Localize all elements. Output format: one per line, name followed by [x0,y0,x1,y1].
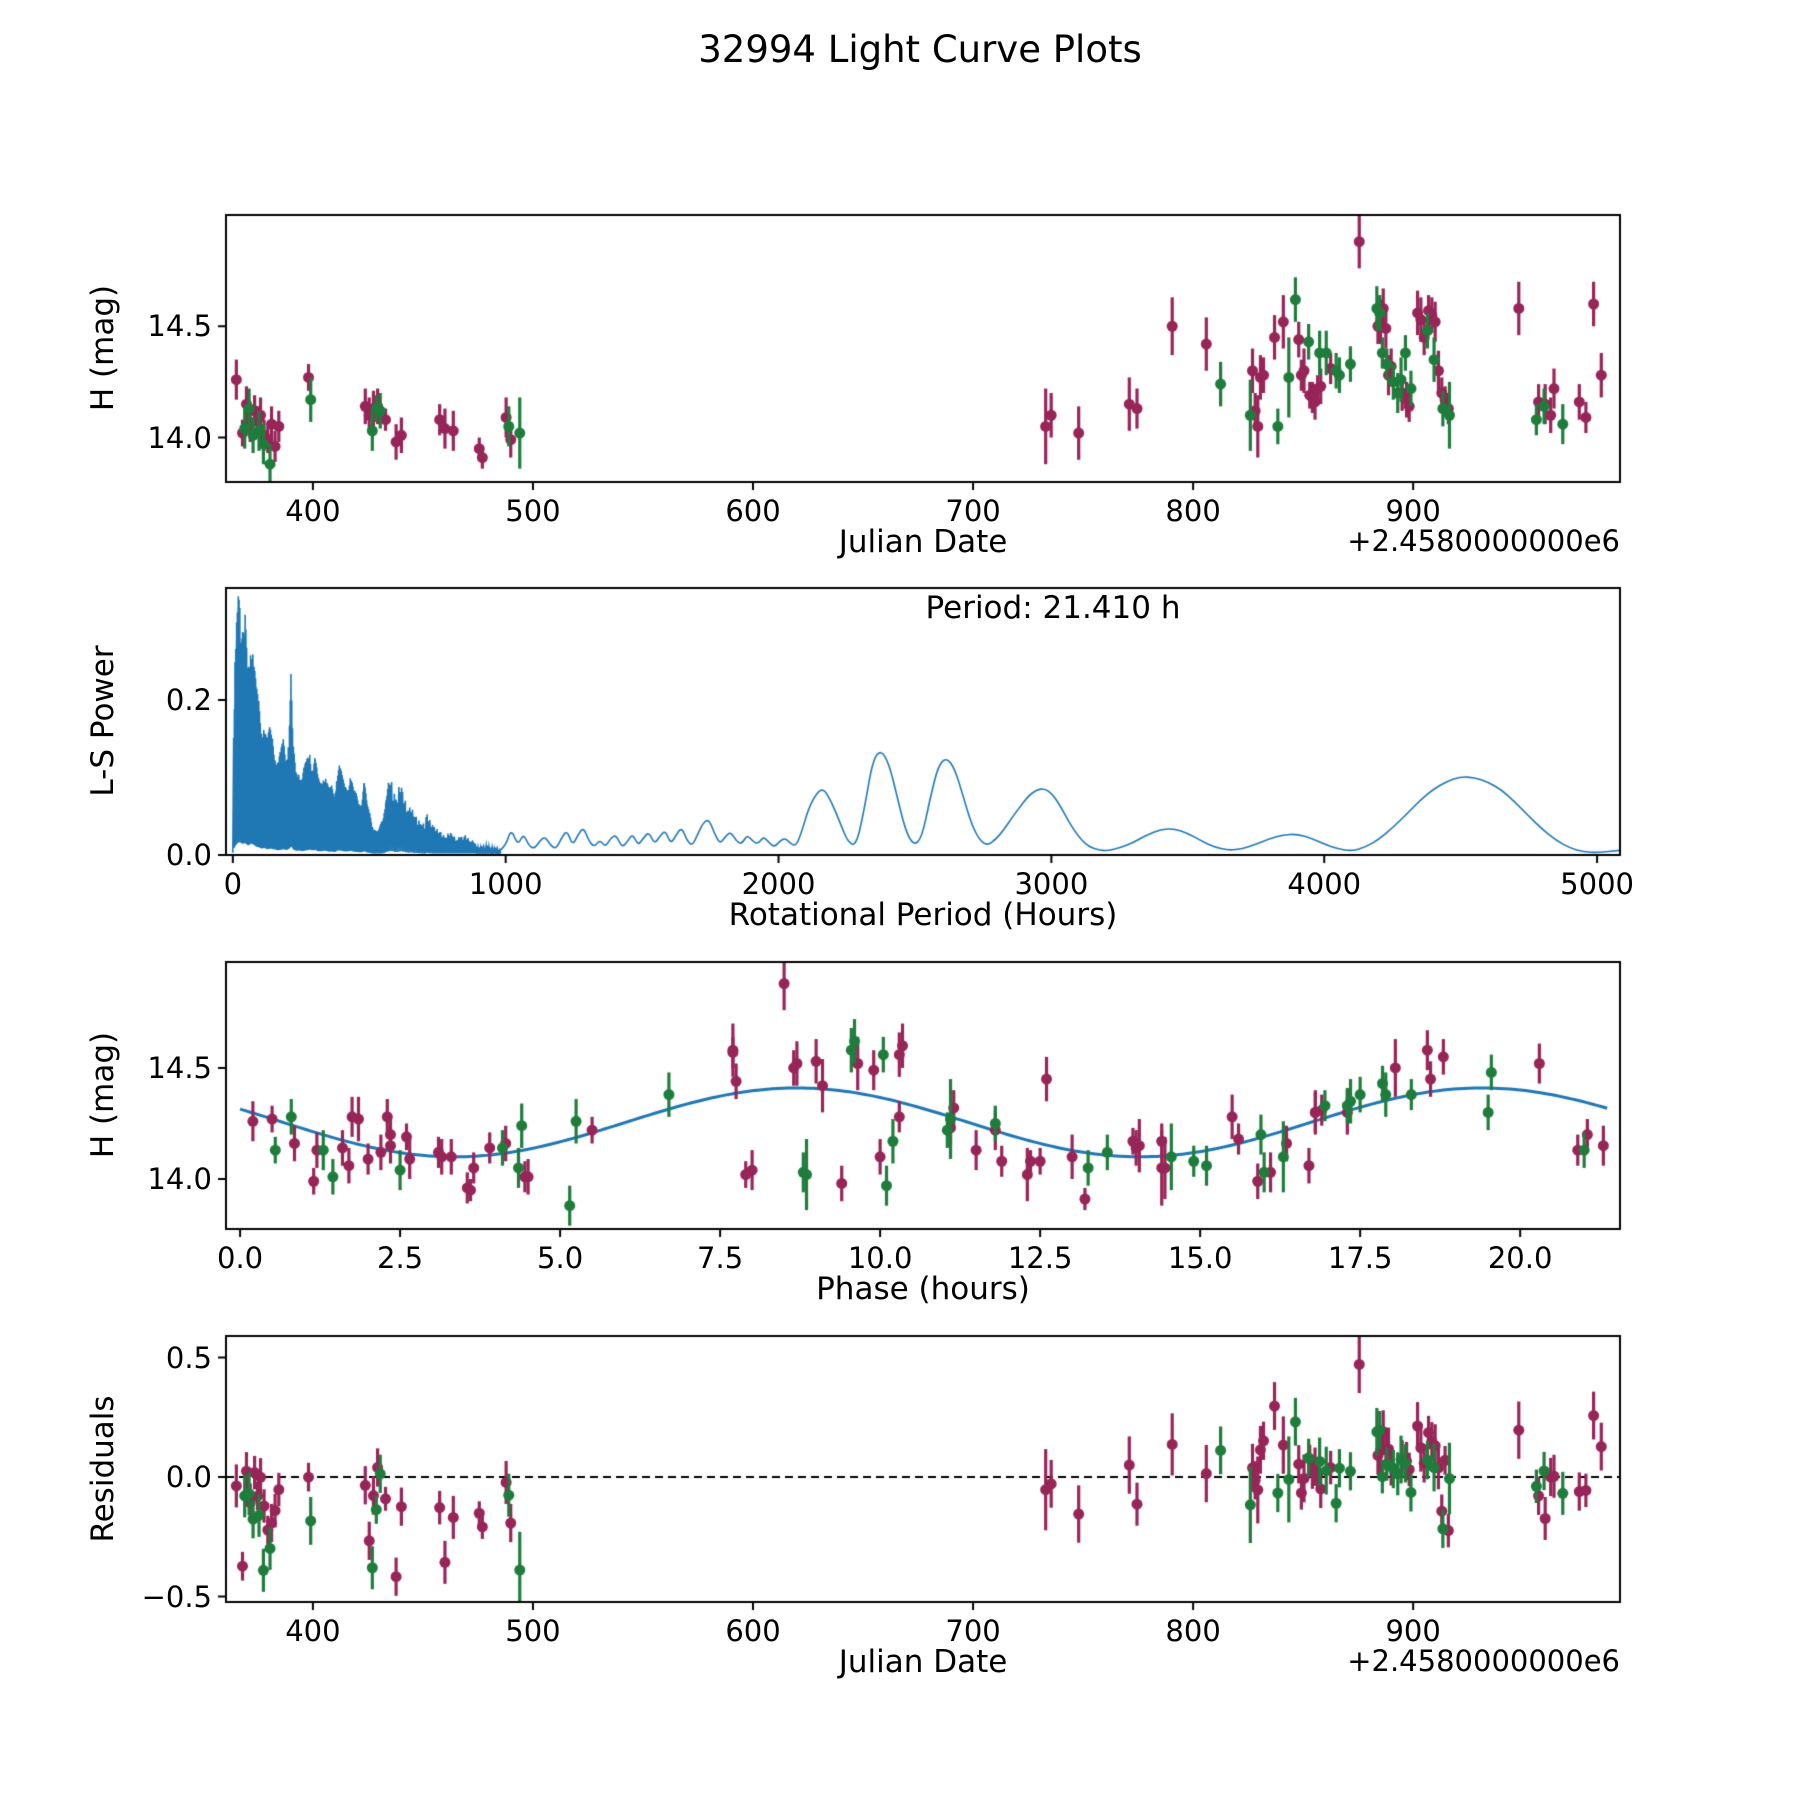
x-tick-label: 7.5 [697,1241,744,1275]
x-tick-label: 400 [285,1614,341,1648]
panel1-x-offset-label: +2.4580000000e6 [1347,524,1620,558]
x-tick-label: 17.5 [1327,1241,1393,1275]
x-tick-label: 3000 [1014,867,1089,901]
panel4-x-axis-label: Julian Date [838,1644,1008,1680]
y-tick-label: 14.0 [147,420,212,455]
x-tick-label: 10.0 [847,1241,913,1275]
x-tick-label: 600 [725,1614,781,1648]
y-tick-label: 14.0 [147,1162,212,1197]
x-tick-label: 900 [1385,1614,1441,1648]
y-tick-label: 14.5 [147,309,212,344]
panel2-y-axis-label: L-S Power [85,645,121,797]
x-tick-label: 800 [1165,1614,1221,1648]
x-tick-label: 4000 [1287,867,1362,901]
x-tick-label: 900 [1385,494,1441,528]
panel4-x-offset-label: +2.4580000000e6 [1347,1644,1620,1678]
x-tick-label: 5.0 [537,1241,584,1275]
panel2-x-axis-label: Rotational Period (Hours) [728,897,1118,933]
x-tick-label: 15.0 [1167,1241,1233,1275]
period-annotation: Period: 21.410 h [925,590,1181,626]
x-tick-label: 600 [725,494,781,528]
x-tick-label: 20.0 [1487,1241,1553,1275]
panel4-y-axis-label: Residuals [85,1395,121,1543]
x-tick-label: 500 [505,494,561,528]
panel1-y-axis-label: H (mag) [85,284,121,412]
x-tick-label: 0 [223,867,243,901]
x-tick-label: 1000 [468,867,543,901]
y-tick-label: 14.5 [147,1050,212,1085]
y-tick-label: 0.5 [165,1340,212,1375]
x-tick-label: 12.5 [1007,1241,1073,1275]
x-tick-label: 0.0 [217,1241,264,1275]
y-tick-label: −0.5 [141,1579,212,1614]
x-tick-label: 800 [1165,494,1221,528]
x-tick-label: 700 [945,494,1001,528]
x-tick-label: 400 [285,494,341,528]
panel3-x-axis-label: Phase (hours) [816,1271,1030,1307]
figure-title: 32994 Light Curve Plots [698,28,1142,71]
x-tick-label: 2000 [741,867,816,901]
x-tick-label: 700 [945,1614,1001,1648]
panel1-x-axis-label: Julian Date [838,524,1008,560]
y-tick-label: 0.0 [165,838,212,872]
x-tick-label: 500 [505,1614,561,1648]
x-tick-label: 5000 [1560,867,1634,901]
y-tick-label: 0.0 [165,1460,212,1494]
panel3-y-axis-label: H (mag) [85,1031,121,1159]
x-tick-label: 2.5 [377,1241,424,1275]
y-tick-label: 0.2 [165,682,212,717]
